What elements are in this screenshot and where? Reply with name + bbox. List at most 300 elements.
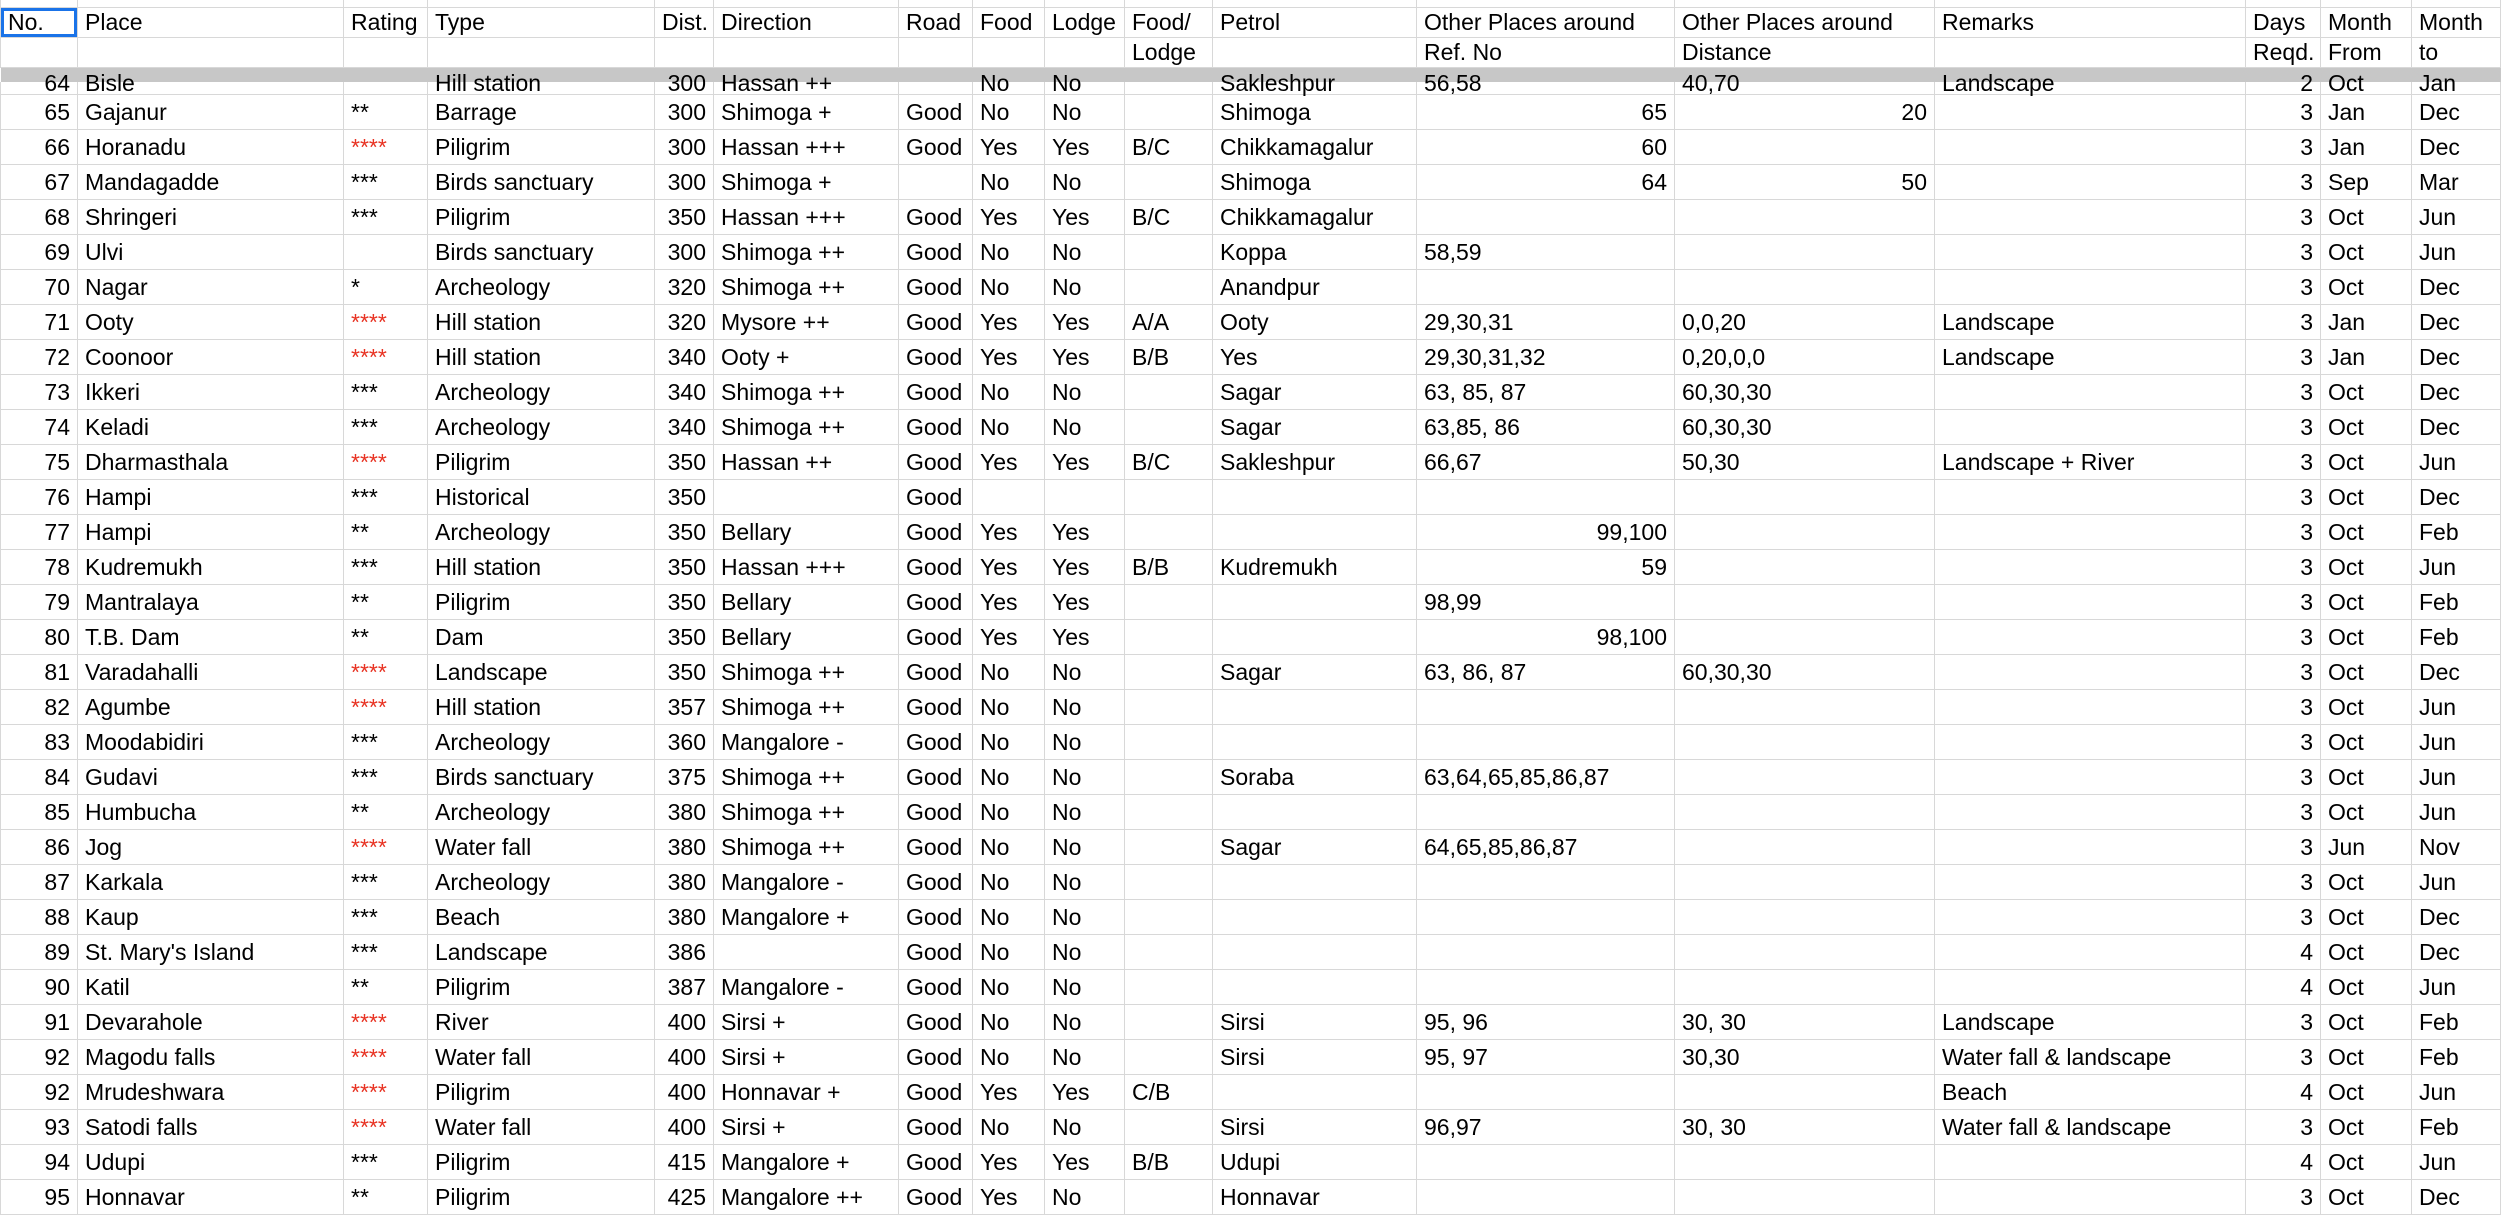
header-road-line2[interactable] (899, 38, 973, 68)
header-days-line2[interactable]: Reqd. (2246, 38, 2321, 68)
cell-partial-other-ref[interactable] (1417, 0, 1675, 8)
cell-other-dist[interactable] (1675, 760, 1935, 795)
cell-other-dist[interactable]: 30, 30 (1675, 1110, 1935, 1145)
cell-remarks[interactable] (1935, 585, 2246, 620)
cell-remarks[interactable] (1935, 1180, 2246, 1215)
cell-days[interactable]: 3 (2246, 340, 2321, 375)
cell-no[interactable]: 82 (1, 690, 78, 725)
cell-direction[interactable]: Bellary (714, 620, 899, 655)
cell-days[interactable]: 3 (2246, 620, 2321, 655)
cell-lodge[interactable]: Yes (1045, 515, 1125, 550)
cell-food-lodge[interactable]: B/C (1125, 130, 1213, 165)
cell-rating[interactable]: ** (344, 515, 428, 550)
cell-dist[interactable]: 350 (655, 200, 714, 235)
cell-other-dist[interactable] (1675, 795, 1935, 830)
header-food-lodge[interactable]: Food/ (1125, 8, 1213, 38)
cell-month-from[interactable]: Oct (2321, 690, 2412, 725)
cell-place[interactable]: Keladi (78, 410, 344, 445)
cell-partial-road[interactable] (899, 0, 973, 8)
cell-clipped-place[interactable] (78, 70, 344, 96)
cell-lodge[interactable]: No (1045, 970, 1125, 1005)
cell-month-from[interactable]: Oct (2321, 795, 2412, 830)
cell-no[interactable]: 81 (1, 655, 78, 690)
cell-other-dist[interactable]: 50 (1675, 165, 1935, 200)
cell-month-from[interactable]: Oct (2321, 235, 2412, 270)
cell-lodge[interactable]: No (1045, 725, 1125, 760)
cell-road[interactable]: Good (899, 340, 973, 375)
cell-dist[interactable]: 350 (655, 550, 714, 585)
cell-month-to[interactable]: Dec (2412, 410, 2501, 445)
cell-food[interactable]: No (973, 900, 1045, 935)
cell-no[interactable]: 86 (1, 830, 78, 865)
cell-food-lodge[interactable] (1125, 830, 1213, 865)
cell-remarks[interactable] (1935, 935, 2246, 970)
cell-month-to[interactable]: Feb (2412, 515, 2501, 550)
cell-days[interactable]: 3 (2246, 305, 2321, 340)
header-month-from[interactable]: Month (2321, 8, 2412, 38)
cell-rating[interactable]: *** (344, 480, 428, 515)
cell-food-lodge[interactable]: B/B (1125, 1145, 1213, 1180)
cell-month-to[interactable]: Feb (2412, 1110, 2501, 1145)
cell-direction[interactable]: Hassan ++ (714, 445, 899, 480)
cell-direction[interactable]: Shimoga ++ (714, 235, 899, 270)
cell-days[interactable]: 3 (2246, 480, 2321, 515)
cell-month-from[interactable]: Oct (2321, 1180, 2412, 1215)
cell-remarks[interactable] (1935, 830, 2246, 865)
cell-month-to[interactable]: Jun (2412, 725, 2501, 760)
cell-clipped-remarks[interactable] (1935, 70, 2246, 96)
cell-partial-days[interactable] (2246, 0, 2321, 8)
cell-direction[interactable]: Bellary (714, 585, 899, 620)
cell-other-dist[interactable] (1675, 1145, 1935, 1180)
cell-direction[interactable]: Shimoga ++ (714, 655, 899, 690)
cell-month-from[interactable]: Oct (2321, 1145, 2412, 1180)
cell-dist[interactable]: 350 (655, 445, 714, 480)
cell-type[interactable]: Birds sanctuary (428, 235, 655, 270)
cell-clipped-direction[interactable] (714, 70, 899, 96)
cell-month-to[interactable]: Jun (2412, 1075, 2501, 1110)
cell-food[interactable]: No (973, 270, 1045, 305)
cell-month-to[interactable]: Dec (2412, 900, 2501, 935)
cell-food-lodge[interactable]: B/B (1125, 340, 1213, 375)
header-other-dist[interactable]: Other Places around (1675, 8, 1935, 38)
cell-lodge[interactable]: Yes (1045, 585, 1125, 620)
cell-remarks[interactable] (1935, 515, 2246, 550)
cell-road[interactable]: Good (899, 270, 973, 305)
cell-rating[interactable] (344, 235, 428, 270)
cell-petrol[interactable] (1213, 1075, 1417, 1110)
cell-partial-remarks[interactable] (1935, 0, 2246, 8)
cell-petrol[interactable]: Sakleshpur (1213, 445, 1417, 480)
cell-type[interactable]: Archeology (428, 865, 655, 900)
cell-other-ref[interactable]: 65 (1417, 95, 1675, 130)
cell-month-to[interactable]: Dec (2412, 655, 2501, 690)
cell-food[interactable]: No (973, 690, 1045, 725)
header-other-dist-line2[interactable]: Distance (1675, 38, 1935, 68)
cell-road[interactable]: Good (899, 515, 973, 550)
cell-no[interactable]: 70 (1, 270, 78, 305)
cell-food[interactable]: Yes (973, 550, 1045, 585)
cell-month-to[interactable]: Dec (2412, 305, 2501, 340)
cell-lodge[interactable] (1045, 480, 1125, 515)
cell-road[interactable]: Good (899, 550, 973, 585)
cell-other-dist[interactable]: 30, 30 (1675, 1005, 1935, 1040)
cell-type[interactable]: Archeology (428, 410, 655, 445)
cell-remarks[interactable] (1935, 410, 2246, 445)
cell-direction[interactable]: Shimoga + (714, 165, 899, 200)
cell-road[interactable]: Good (899, 795, 973, 830)
cell-dist[interactable]: 380 (655, 830, 714, 865)
cell-food-lodge[interactable] (1125, 865, 1213, 900)
cell-road[interactable]: Good (899, 1110, 973, 1145)
cell-remarks[interactable]: Landscape + River (1935, 445, 2246, 480)
cell-days[interactable]: 4 (2246, 1145, 2321, 1180)
cell-no[interactable]: 91 (1, 1005, 78, 1040)
cell-remarks[interactable] (1935, 130, 2246, 165)
cell-other-ref[interactable]: 96,97 (1417, 1110, 1675, 1145)
cell-food-lodge[interactable]: B/C (1125, 445, 1213, 480)
cell-type[interactable]: Hill station (428, 340, 655, 375)
cell-other-dist[interactable] (1675, 585, 1935, 620)
cell-month-to[interactable]: Jun (2412, 1145, 2501, 1180)
cell-place[interactable]: Nagar (78, 270, 344, 305)
cell-remarks[interactable] (1935, 725, 2246, 760)
cell-clipped-month-to[interactable] (2412, 70, 2501, 96)
cell-food[interactable]: No (973, 410, 1045, 445)
cell-place[interactable]: Mandagadde (78, 165, 344, 200)
cell-clipped-food[interactable] (973, 70, 1045, 96)
cell-petrol[interactable]: Sirsi (1213, 1110, 1417, 1145)
cell-place[interactable]: Moodabidiri (78, 725, 344, 760)
cell-petrol[interactable] (1213, 725, 1417, 760)
cell-rating[interactable]: ** (344, 620, 428, 655)
cell-dist[interactable]: 340 (655, 340, 714, 375)
cell-other-ref[interactable]: 95, 97 (1417, 1040, 1675, 1075)
cell-remarks[interactable] (1935, 900, 2246, 935)
cell-lodge[interactable]: Yes (1045, 1145, 1125, 1180)
cell-dist[interactable]: 300 (655, 235, 714, 270)
cell-no[interactable]: 92 (1, 1040, 78, 1075)
cell-other-dist[interactable]: 30,30 (1675, 1040, 1935, 1075)
header-other-ref-line2[interactable]: Ref. No (1417, 38, 1675, 68)
cell-rating[interactable]: ** (344, 970, 428, 1005)
cell-other-ref[interactable]: 59 (1417, 550, 1675, 585)
cell-rating[interactable]: **** (344, 1005, 428, 1040)
cell-dist[interactable]: 400 (655, 1005, 714, 1040)
cell-days[interactable]: 3 (2246, 1180, 2321, 1215)
cell-month-from[interactable]: Oct (2321, 900, 2412, 935)
cell-other-ref[interactable] (1417, 725, 1675, 760)
cell-lodge[interactable]: No (1045, 865, 1125, 900)
cell-lodge[interactable]: No (1045, 1180, 1125, 1215)
cell-food-lodge[interactable]: A/A (1125, 305, 1213, 340)
cell-direction[interactable]: Shimoga + (714, 95, 899, 130)
cell-road[interactable]: Good (899, 865, 973, 900)
cell-place[interactable]: Ikkeri (78, 375, 344, 410)
cell-remarks[interactable] (1935, 165, 2246, 200)
cell-food[interactable]: No (973, 235, 1045, 270)
cell-clipped-other-ref[interactable] (1417, 70, 1675, 96)
cell-days[interactable]: 4 (2246, 935, 2321, 970)
cell-other-dist[interactable] (1675, 690, 1935, 725)
cell-no[interactable]: 94 (1, 1145, 78, 1180)
cell-no[interactable]: 73 (1, 375, 78, 410)
cell-month-to[interactable]: Feb (2412, 585, 2501, 620)
cell-food[interactable]: Yes (973, 130, 1045, 165)
cell-dist[interactable]: 425 (655, 1180, 714, 1215)
cell-partial-place[interactable] (78, 0, 344, 8)
cell-place[interactable]: Agumbe (78, 690, 344, 725)
header-rating-line2[interactable] (344, 38, 428, 68)
cell-place[interactable]: Dharmasthala (78, 445, 344, 480)
cell-food-lodge[interactable] (1125, 795, 1213, 830)
cell-petrol[interactable] (1213, 935, 1417, 970)
cell-lodge[interactable]: No (1045, 900, 1125, 935)
cell-month-to[interactable]: Mar (2412, 165, 2501, 200)
cell-days[interactable]: 3 (2246, 900, 2321, 935)
cell-no[interactable]: 65 (1, 95, 78, 130)
cell-place[interactable]: Gajanur (78, 95, 344, 130)
cell-days[interactable]: 4 (2246, 970, 2321, 1005)
cell-place[interactable]: Horanadu (78, 130, 344, 165)
header-direction[interactable]: Direction (714, 8, 899, 38)
header-food-lodge-line2[interactable]: Lodge (1125, 38, 1213, 68)
cell-road[interactable]: Good (899, 410, 973, 445)
cell-other-dist[interactable] (1675, 865, 1935, 900)
cell-days[interactable]: 3 (2246, 515, 2321, 550)
cell-other-ref[interactable] (1417, 200, 1675, 235)
cell-rating[interactable]: **** (344, 130, 428, 165)
cell-month-to[interactable]: Dec (2412, 270, 2501, 305)
cell-type[interactable]: River (428, 1005, 655, 1040)
cell-other-ref[interactable] (1417, 270, 1675, 305)
cell-road[interactable]: Good (899, 1005, 973, 1040)
cell-type[interactable]: Piligrim (428, 445, 655, 480)
cell-petrol[interactable] (1213, 515, 1417, 550)
cell-lodge[interactable]: No (1045, 235, 1125, 270)
cell-road[interactable]: Good (899, 130, 973, 165)
cell-food[interactable]: Yes (973, 585, 1045, 620)
cell-rating[interactable]: *** (344, 935, 428, 970)
cell-other-dist[interactable]: 0,0,20 (1675, 305, 1935, 340)
cell-partial-type[interactable] (428, 0, 655, 8)
cell-other-dist[interactable] (1675, 480, 1935, 515)
cell-other-ref[interactable] (1417, 865, 1675, 900)
cell-lodge[interactable]: No (1045, 1110, 1125, 1145)
cell-petrol[interactable]: Sagar (1213, 655, 1417, 690)
cell-food[interactable]: No (973, 1110, 1045, 1145)
cell-no[interactable]: 77 (1, 515, 78, 550)
cell-dist[interactable]: 380 (655, 900, 714, 935)
cell-dist[interactable]: 400 (655, 1075, 714, 1110)
cell-partial-direction[interactable] (714, 0, 899, 8)
cell-type[interactable]: Hill station (428, 305, 655, 340)
cell-direction[interactable]: Sirsi + (714, 1110, 899, 1145)
cell-food[interactable]: No (973, 375, 1045, 410)
cell-place[interactable]: Katil (78, 970, 344, 1005)
cell-dist[interactable]: 350 (655, 585, 714, 620)
cell-other-ref[interactable] (1417, 935, 1675, 970)
cell-month-from[interactable]: Oct (2321, 480, 2412, 515)
cell-no[interactable]: 71 (1, 305, 78, 340)
cell-food-lodge[interactable] (1125, 725, 1213, 760)
cell-type[interactable]: Water fall (428, 1040, 655, 1075)
cell-place[interactable]: St. Mary's Island (78, 935, 344, 970)
cell-month-to[interactable]: Jun (2412, 970, 2501, 1005)
cell-rating[interactable]: *** (344, 900, 428, 935)
cell-lodge[interactable]: Yes (1045, 445, 1125, 480)
cell-no[interactable]: 76 (1, 480, 78, 515)
cell-food[interactable]: No (973, 1005, 1045, 1040)
cell-road[interactable]: Good (899, 235, 973, 270)
header-food-line2[interactable] (973, 38, 1045, 68)
cell-remarks[interactable]: Landscape (1935, 1005, 2246, 1040)
cell-remarks[interactable] (1935, 690, 2246, 725)
cell-place[interactable]: Karkala (78, 865, 344, 900)
cell-food-lodge[interactable]: B/C (1125, 200, 1213, 235)
cell-partial-rating[interactable] (344, 0, 428, 8)
cell-lodge[interactable]: No (1045, 95, 1125, 130)
cell-dist[interactable]: 350 (655, 480, 714, 515)
cell-lodge[interactable]: No (1045, 690, 1125, 725)
header-no-selected-cell[interactable]: No. (1, 8, 78, 38)
cell-place[interactable]: Gudavi (78, 760, 344, 795)
cell-month-from[interactable]: Oct (2321, 375, 2412, 410)
cell-other-dist[interactable] (1675, 620, 1935, 655)
cell-other-dist[interactable]: 60,30,30 (1675, 410, 1935, 445)
cell-place[interactable]: Udupi (78, 1145, 344, 1180)
cell-clipped-other-dist[interactable] (1675, 70, 1935, 96)
cell-days[interactable]: 3 (2246, 130, 2321, 165)
cell-food-lodge[interactable]: C/B (1125, 1075, 1213, 1110)
cell-other-ref[interactable]: 64,65,85,86,87 (1417, 830, 1675, 865)
cell-other-dist[interactable] (1675, 1180, 1935, 1215)
cell-other-ref[interactable] (1417, 1075, 1675, 1110)
cell-food-lodge[interactable] (1125, 655, 1213, 690)
cell-days[interactable]: 3 (2246, 655, 2321, 690)
cell-no[interactable]: 89 (1, 935, 78, 970)
cell-petrol[interactable]: Sirsi (1213, 1005, 1417, 1040)
cell-no[interactable]: 69 (1, 235, 78, 270)
cell-rating[interactable]: *** (344, 725, 428, 760)
cell-direction[interactable]: Hassan +++ (714, 550, 899, 585)
cell-partial-month-to[interactable] (2412, 0, 2501, 8)
header-days[interactable]: Days (2246, 8, 2321, 38)
cell-petrol[interactable]: Sirsi (1213, 1040, 1417, 1075)
cell-road[interactable]: Good (899, 620, 973, 655)
cell-month-from[interactable]: Oct (2321, 970, 2412, 1005)
cell-other-dist[interactable]: 50,30 (1675, 445, 1935, 480)
cell-petrol[interactable]: Chikkamagalur (1213, 130, 1417, 165)
cell-month-to[interactable]: Dec (2412, 935, 2501, 970)
cell-remarks[interactable]: Landscape (1935, 340, 2246, 375)
cell-type[interactable]: Piligrim (428, 1180, 655, 1215)
cell-dist[interactable]: 300 (655, 95, 714, 130)
cell-other-ref[interactable] (1417, 970, 1675, 1005)
cell-other-ref[interactable] (1417, 1145, 1675, 1180)
cell-month-to[interactable]: Feb (2412, 620, 2501, 655)
cell-petrol[interactable]: Sagar (1213, 410, 1417, 445)
cell-days[interactable]: 3 (2246, 585, 2321, 620)
cell-petrol[interactable]: Anandpur (1213, 270, 1417, 305)
cell-direction[interactable]: Mangalore - (714, 865, 899, 900)
cell-food-lodge[interactable]: B/B (1125, 550, 1213, 585)
cell-remarks[interactable] (1935, 200, 2246, 235)
cell-type[interactable]: Archeology (428, 375, 655, 410)
cell-direction[interactable]: Shimoga ++ (714, 375, 899, 410)
cell-direction[interactable]: Mangalore - (714, 725, 899, 760)
cell-no[interactable]: 95 (1, 1180, 78, 1215)
cell-no[interactable]: 84 (1, 760, 78, 795)
header-no-line2[interactable] (1, 38, 78, 68)
header-place[interactable]: Place (78, 8, 344, 38)
cell-direction[interactable]: Sirsi + (714, 1005, 899, 1040)
cell-direction[interactable]: Hassan +++ (714, 200, 899, 235)
cell-rating[interactable]: *** (344, 550, 428, 585)
cell-lodge[interactable]: No (1045, 655, 1125, 690)
cell-food-lodge[interactable] (1125, 1005, 1213, 1040)
cell-type[interactable]: Archeology (428, 515, 655, 550)
cell-no[interactable]: 90 (1, 970, 78, 1005)
header-type[interactable]: Type (428, 8, 655, 38)
cell-petrol[interactable]: Yes (1213, 340, 1417, 375)
cell-food-lodge[interactable] (1125, 95, 1213, 130)
cell-food-lodge[interactable] (1125, 620, 1213, 655)
cell-month-from[interactable]: Jan (2321, 305, 2412, 340)
cell-direction[interactable]: Mangalore + (714, 900, 899, 935)
cell-month-from[interactable]: Oct (2321, 760, 2412, 795)
cell-place[interactable]: Jog (78, 830, 344, 865)
cell-lodge[interactable]: No (1045, 830, 1125, 865)
cell-type[interactable]: Hill station (428, 690, 655, 725)
cell-dist[interactable]: 360 (655, 725, 714, 760)
cell-type[interactable]: Piligrim (428, 585, 655, 620)
cell-month-from[interactable]: Oct (2321, 1005, 2412, 1040)
cell-road[interactable]: Good (899, 95, 973, 130)
cell-remarks[interactable] (1935, 480, 2246, 515)
cell-food-lodge[interactable] (1125, 270, 1213, 305)
cell-month-from[interactable]: Jan (2321, 340, 2412, 375)
cell-place[interactable]: Shringeri (78, 200, 344, 235)
header-rating[interactable]: Rating (344, 8, 428, 38)
cell-food-lodge[interactable] (1125, 515, 1213, 550)
cell-month-to[interactable]: Jun (2412, 445, 2501, 480)
cell-food-lodge[interactable] (1125, 1040, 1213, 1075)
cell-place[interactable]: Varadahalli (78, 655, 344, 690)
cell-lodge[interactable]: No (1045, 270, 1125, 305)
cell-place[interactable]: Ulvi (78, 235, 344, 270)
cell-month-from[interactable]: Oct (2321, 445, 2412, 480)
cell-dist[interactable]: 350 (655, 655, 714, 690)
cell-remarks[interactable] (1935, 760, 2246, 795)
cell-type[interactable]: Piligrim (428, 130, 655, 165)
header-lodge-line2[interactable] (1045, 38, 1125, 68)
cell-rating[interactable]: *** (344, 410, 428, 445)
cell-road[interactable]: Good (899, 830, 973, 865)
cell-month-to[interactable]: Jun (2412, 865, 2501, 900)
cell-month-to[interactable]: Dec (2412, 480, 2501, 515)
cell-rating[interactable]: **** (344, 445, 428, 480)
cell-lodge[interactable]: No (1045, 375, 1125, 410)
cell-petrol[interactable]: Ooty (1213, 305, 1417, 340)
cell-food-lodge[interactable] (1125, 970, 1213, 1005)
cell-rating[interactable]: **** (344, 1110, 428, 1145)
cell-other-ref[interactable] (1417, 900, 1675, 935)
cell-clipped-month-from[interactable] (2321, 70, 2412, 96)
cell-other-ref[interactable] (1417, 795, 1675, 830)
cell-days[interactable]: 3 (2246, 95, 2321, 130)
cell-lodge[interactable]: Yes (1045, 550, 1125, 585)
